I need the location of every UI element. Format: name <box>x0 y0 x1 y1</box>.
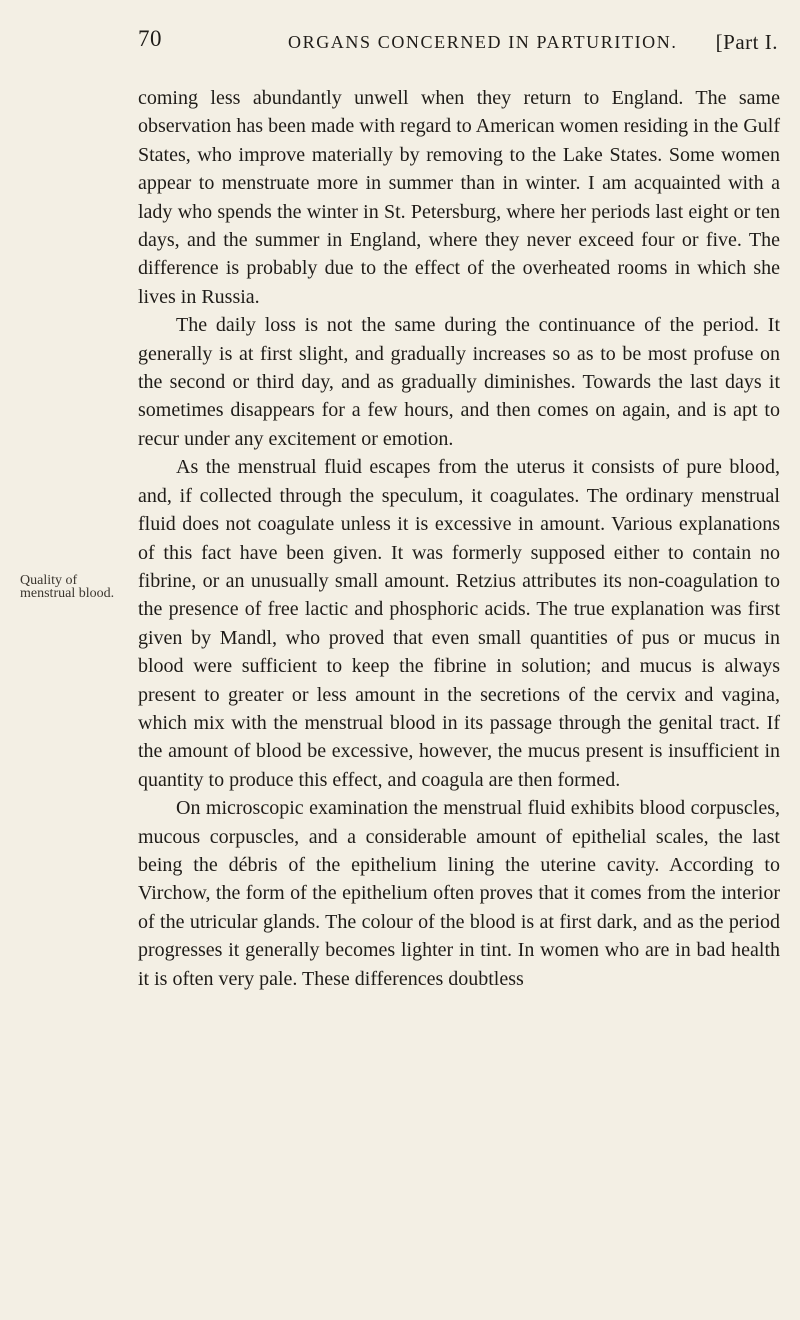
margin-note: Quality of menstrual blood. <box>20 573 115 601</box>
page-number: 70 <box>138 26 162 51</box>
body-text <box>138 84 780 993</box>
paragraph: As the menstrual fluid escapes from the uterus it consists of pure blood, and, if collected through the speculum, it coagulates. The ordinary menstrual fluid does not coagulate unless it is excessive in amount. Various explanations of this fact have been given. It was formerly supposed either to contain no fibrine, or an unusually small amount. Retzius attributes its non-coagulation to the presence of free lactic and phosphoric acids. The true explanation was first given by Mandl, who proved that even small quantities of pus or mucus in blood were sufficient to keep the fibrine in solution; and mucus is always present to greater or less amount in the secretions of the cervix and vagina, which mix with the menstrual blood in its passage through the genital tract. If the amount of blood be excessive, however, the mucus present is insufficient in quantity to produce this effect, and coagula are then formed. <box>138 456 780 791</box>
paragraph: coming less abundantly unwell when they return to England. The same observation has been made with regard to American women residing in the Gulf States, who improve materially by removing to the Lake States. Some women appear to menstruate more in summer than in winter. I am acquainted with a lady who spends the winter in St. Petersburg, where her periods last eight or ten days, and the summer in England, where they never exceed four or five. The difference is probably due to the effect of the overheated rooms in which she lives in Russia. <box>138 87 780 308</box>
paragraph: On microscopic examination the menstrual fluid exhibits blood corpuscles, mucous corpuscles, and a considerable amount of epithelial scales, the last being the débris of the epithelium lining the uterine cavity. According to Virchow, the form of the epithelium often proves that it comes from the interior of the utricular glands. The colour of the blood is at first dark, and as the period progresses it generally becomes lighter in tint. In women who are in bad health it is often very pale. These differences doubtless <box>138 797 780 990</box>
running-head: ORGANS CONCERNED IN PARTURITION. <box>288 32 678 52</box>
page-header <box>138 26 778 60</box>
paragraph: The daily loss is not the same during the continuance of the period. It generally is at first slight, and gradually increases so as to be most profuse on the second or third day, and as gradually diminishes. Towards the last days it sometimes disappears for a few hours, and then comes on again, and is apt to recur under any excitement or emotion. <box>138 314 780 450</box>
part-label: [Part I. <box>715 30 778 54</box>
